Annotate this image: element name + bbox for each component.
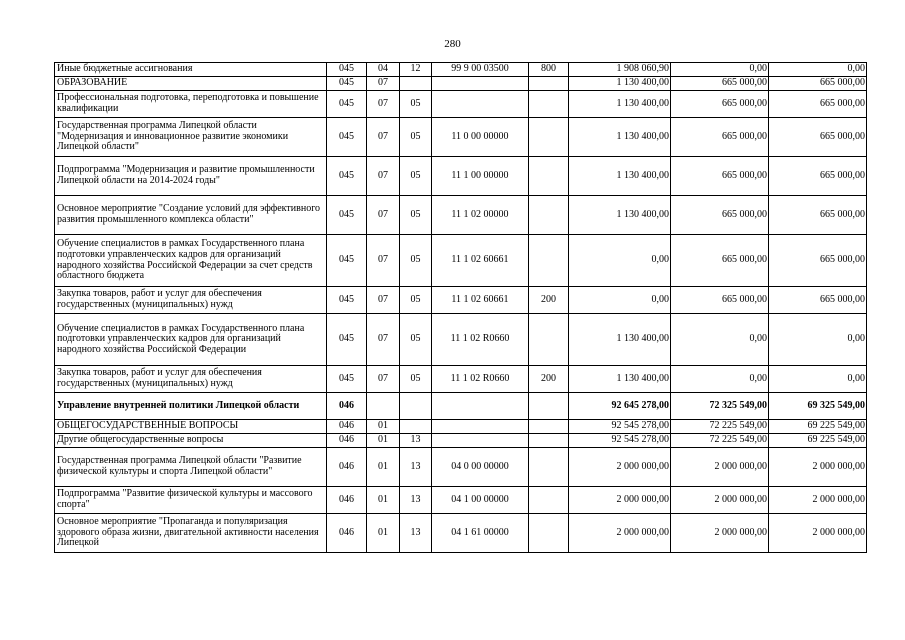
- cell-sum-2025: 92 545 278,00: [569, 420, 671, 434]
- cell-sum-2026: 665 000,00: [671, 235, 769, 287]
- cell-ved: 045: [327, 157, 367, 196]
- cell-rz: 07: [367, 157, 400, 196]
- cell-sum-2026: 72 325 549,00: [671, 393, 769, 420]
- cell-csr: 11 1 02 60661: [432, 235, 529, 287]
- cell-sum-2026: 665 000,00: [671, 77, 769, 91]
- cell-rz: 07: [367, 77, 400, 91]
- cell-pr: 05: [400, 366, 432, 393]
- cell-csr: [432, 77, 529, 91]
- cell-name: Основное мероприятие "Создание условий для эффективного развития промышленного комплекса области": [55, 196, 327, 235]
- table-row: [55, 77, 867, 91]
- cell-csr: 04 0 00 00000: [432, 448, 529, 487]
- table-row: [55, 487, 867, 514]
- cell-csr: [432, 91, 529, 118]
- cell-ved: 045: [327, 287, 367, 314]
- cell-name: Подпрограмма "Развитие физической культуры и массового спорта": [55, 487, 327, 514]
- cell-sum-2025: 1 908 060,90: [569, 63, 671, 77]
- cell-ved: 046: [327, 393, 367, 420]
- cell-sum-2025: 1 130 400,00: [569, 366, 671, 393]
- cell-sum-2025: 92 645 278,00: [569, 393, 671, 420]
- cell-vr: [529, 91, 569, 118]
- page-number: 280: [444, 38, 461, 50]
- cell-vr: [529, 314, 569, 366]
- cell-name: ОБРАЗОВАНИЕ: [55, 77, 327, 91]
- cell-vr: 200: [529, 366, 569, 393]
- cell-sum-2027: 665 000,00: [769, 77, 867, 91]
- cell-rz: 07: [367, 235, 400, 287]
- cell-name: Другие общегосударственные вопросы: [55, 434, 327, 448]
- cell-rz: 07: [367, 366, 400, 393]
- cell-sum-2025: 1 130 400,00: [569, 314, 671, 366]
- cell-vr: [529, 118, 569, 157]
- cell-ved: 045: [327, 196, 367, 235]
- cell-sum-2027: 0,00: [769, 314, 867, 366]
- cell-sum-2025: 1 130 400,00: [569, 77, 671, 91]
- cell-pr: 12: [400, 63, 432, 77]
- cell-sum-2026: 0,00: [671, 366, 769, 393]
- cell-vr: [529, 514, 569, 553]
- cell-name: Обучение специалистов в рамках Государственного плана подготовки управленческих кадров для организаций народного хозяйства Российской Федерации за счет средств областного бюджета: [55, 235, 327, 287]
- cell-sum-2026: 0,00: [671, 63, 769, 77]
- cell-vr: [529, 157, 569, 196]
- cell-sum-2027: 69 225 549,00: [769, 434, 867, 448]
- cell-name: Управление внутренней политики Липецкой области: [55, 393, 327, 420]
- cell-name: Обучение специалистов в рамках Государственного плана подготовки управленческих кадров для организаций народного хозяйства Российской Федерации: [55, 314, 327, 366]
- cell-sum-2026: 2 000 000,00: [671, 514, 769, 553]
- cell-sum-2026: 0,00: [671, 314, 769, 366]
- cell-rz: 04: [367, 63, 400, 77]
- cell-ved: 045: [327, 77, 367, 91]
- cell-ved: 046: [327, 420, 367, 434]
- cell-rz: 07: [367, 314, 400, 366]
- cell-sum-2026: 72 225 549,00: [671, 420, 769, 434]
- table-row: [55, 235, 867, 287]
- cell-sum-2026: 665 000,00: [671, 118, 769, 157]
- cell-csr: [432, 420, 529, 434]
- cell-csr: 04 1 61 00000: [432, 514, 529, 553]
- cell-rz: 01: [367, 487, 400, 514]
- cell-rz: 01: [367, 420, 400, 434]
- table-row: [55, 63, 867, 77]
- cell-rz: 07: [367, 287, 400, 314]
- cell-pr: 13: [400, 434, 432, 448]
- cell-pr: 05: [400, 91, 432, 118]
- cell-csr: 11 0 00 00000: [432, 118, 529, 157]
- table-row: [55, 157, 867, 196]
- cell-vr: [529, 196, 569, 235]
- table-row: [55, 448, 867, 487]
- cell-pr: [400, 77, 432, 91]
- cell-csr: [432, 393, 529, 420]
- cell-csr: 11 1 02 R0660: [432, 366, 529, 393]
- table-row: [55, 91, 867, 118]
- cell-ved: 046: [327, 448, 367, 487]
- cell-pr: 05: [400, 196, 432, 235]
- cell-sum-2027: 665 000,00: [769, 91, 867, 118]
- cell-sum-2025: 2 000 000,00: [569, 487, 671, 514]
- cell-sum-2027: 665 000,00: [769, 118, 867, 157]
- cell-sum-2027: 665 000,00: [769, 235, 867, 287]
- cell-pr: [400, 420, 432, 434]
- cell-csr: 11 1 00 00000: [432, 157, 529, 196]
- cell-name: Закупка товаров, работ и услуг для обеспечения государственных (муниципальных) нужд: [55, 366, 327, 393]
- cell-csr: 11 1 02 00000: [432, 196, 529, 235]
- cell-sum-2026: 665 000,00: [671, 157, 769, 196]
- cell-pr: 13: [400, 487, 432, 514]
- cell-csr: 99 9 00 03500: [432, 63, 529, 77]
- cell-ved: 045: [327, 91, 367, 118]
- cell-csr: 11 1 02 60661: [432, 287, 529, 314]
- cell-sum-2027: 69 225 549,00: [769, 420, 867, 434]
- cell-ved: 046: [327, 434, 367, 448]
- cell-ved: 046: [327, 514, 367, 553]
- cell-sum-2026: 72 225 549,00: [671, 434, 769, 448]
- cell-sum-2025: 2 000 000,00: [569, 514, 671, 553]
- cell-vr: [529, 235, 569, 287]
- cell-sum-2025: 1 130 400,00: [569, 91, 671, 118]
- cell-pr: 05: [400, 118, 432, 157]
- cell-rz: 07: [367, 196, 400, 235]
- cell-sum-2027: 2 000 000,00: [769, 487, 867, 514]
- cell-pr: 05: [400, 314, 432, 366]
- cell-vr: [529, 77, 569, 91]
- cell-csr: 04 1 00 00000: [432, 487, 529, 514]
- cell-ved: 045: [327, 118, 367, 157]
- table-row: [55, 393, 867, 420]
- cell-ved: 045: [327, 63, 367, 77]
- cell-name: Основное мероприятие "Пропаганда и популяризация здорового образа жизни, двигательной активности населения Липецкой: [55, 514, 327, 553]
- cell-ved: 045: [327, 314, 367, 366]
- cell-rz: 07: [367, 91, 400, 118]
- table-row: [55, 514, 867, 553]
- cell-ved: 045: [327, 235, 367, 287]
- cell-pr: 13: [400, 448, 432, 487]
- cell-sum-2025: 1 130 400,00: [569, 157, 671, 196]
- cell-vr: [529, 393, 569, 420]
- cell-name: Государственная программа Липецкой области "Развитие физической культуры и спорта Липецкой области": [55, 448, 327, 487]
- cell-sum-2027: 0,00: [769, 366, 867, 393]
- cell-sum-2026: 2 000 000,00: [671, 448, 769, 487]
- cell-pr: 05: [400, 235, 432, 287]
- table-body: [55, 63, 867, 553]
- cell-vr: [529, 434, 569, 448]
- cell-ved: 046: [327, 487, 367, 514]
- cell-sum-2027: 2 000 000,00: [769, 448, 867, 487]
- cell-sum-2025: 0,00: [569, 287, 671, 314]
- cell-sum-2027: 665 000,00: [769, 287, 867, 314]
- cell-csr: 11 1 02 R0660: [432, 314, 529, 366]
- cell-rz: 01: [367, 448, 400, 487]
- cell-pr: [400, 393, 432, 420]
- cell-pr: 05: [400, 287, 432, 314]
- table-row: [55, 196, 867, 235]
- cell-sum-2027: 0,00: [769, 63, 867, 77]
- cell-name: Профессиональная подготовка, переподготовка и повышение квалификации: [55, 91, 327, 118]
- cell-csr: [432, 434, 529, 448]
- cell-name: Закупка товаров, работ и услуг для обеспечения государственных (муниципальных) нужд: [55, 287, 327, 314]
- cell-name: Подпрограмма "Модернизация и развитие промышленности Липецкой области на 2014-2024 годы": [55, 157, 327, 196]
- cell-sum-2026: 665 000,00: [671, 91, 769, 118]
- cell-sum-2025: 0,00: [569, 235, 671, 287]
- budget-table: [54, 62, 867, 553]
- cell-name: Государственная программа Липецкой области "Модернизация и инновационное развитие экономики Липецкой области": [55, 118, 327, 157]
- cell-sum-2027: 665 000,00: [769, 196, 867, 235]
- cell-sum-2025: 2 000 000,00: [569, 448, 671, 487]
- cell-rz: 01: [367, 434, 400, 448]
- cell-sum-2027: 2 000 000,00: [769, 514, 867, 553]
- cell-name: ОБЩЕГОСУДАРСТВЕННЫЕ ВОПРОСЫ: [55, 420, 327, 434]
- cell-sum-2027: 69 325 549,00: [769, 393, 867, 420]
- table-row: [55, 420, 867, 434]
- cell-sum-2026: 665 000,00: [671, 287, 769, 314]
- cell-rz: 07: [367, 118, 400, 157]
- table-row: [55, 434, 867, 448]
- cell-sum-2026: 665 000,00: [671, 196, 769, 235]
- cell-vr: [529, 448, 569, 487]
- cell-rz: 01: [367, 514, 400, 553]
- cell-sum-2026: 2 000 000,00: [671, 487, 769, 514]
- cell-vr: [529, 420, 569, 434]
- table-row: [55, 366, 867, 393]
- cell-vr: 800: [529, 63, 569, 77]
- cell-sum-2027: 665 000,00: [769, 157, 867, 196]
- table-row: [55, 118, 867, 157]
- cell-name: Иные бюджетные ассигнования: [55, 63, 327, 77]
- cell-sum-2025: 1 130 400,00: [569, 196, 671, 235]
- cell-sum-2025: 92 545 278,00: [569, 434, 671, 448]
- table-row: [55, 314, 867, 366]
- cell-pr: 05: [400, 157, 432, 196]
- table-row: [55, 287, 867, 314]
- cell-vr: 200: [529, 287, 569, 314]
- cell-ved: 045: [327, 366, 367, 393]
- cell-rz: [367, 393, 400, 420]
- cell-sum-2025: 1 130 400,00: [569, 118, 671, 157]
- cell-vr: [529, 487, 569, 514]
- cell-pr: 13: [400, 514, 432, 553]
